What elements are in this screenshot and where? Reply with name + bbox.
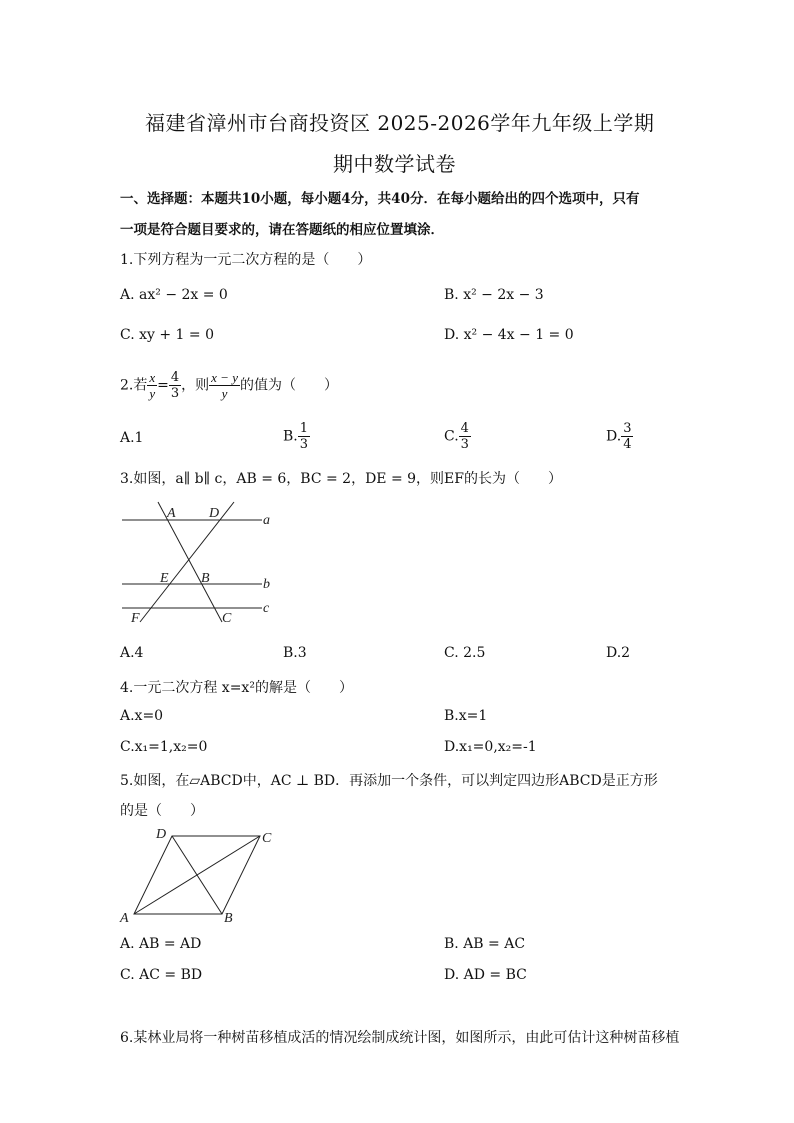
q3-label-C: C — [222, 611, 232, 626]
q3-label-b: b — [263, 577, 270, 592]
q2-prefix: 2.若 — [120, 377, 148, 394]
q4-stem: 4.一元二次方程 x=x²的解是（ ） — [120, 680, 353, 696]
q2-option-d: D. $\frac{3}{4}$ — [606, 421, 632, 452]
q1-option-b: B. x² − 2x − 3 — [444, 287, 544, 303]
q2-expression: $\frac{x - y}{y}$ — [211, 370, 238, 401]
document-title-line2: 期中数学试卷 — [333, 152, 456, 176]
section-heading-line1: 一、选择题：本题共10小题，每小题4分，共40分．在每小题给出的四个选项中，只有 — [120, 191, 640, 207]
q5-option-c: C. AC = BD — [120, 967, 203, 983]
q3-stem: 3.如图，a∥ b∥ c，AB = 6，BC = 2，DE = 9，则EF的长为（ ） — [120, 471, 562, 487]
q2-option-a: A.1 — [120, 430, 144, 446]
q4-option-b: B.x=1 — [444, 708, 488, 724]
q3-option-c: C. 2.5 — [444, 645, 486, 661]
q3-label-D: D — [209, 506, 220, 521]
q2-option-b: B. $\frac{1}{3}$ — [283, 421, 309, 452]
q6-stem: 6.某林业局将一种树苗移植成活的情况绘制成统计图，如图所示，由此可估计这种树苗移植 — [120, 1030, 680, 1046]
q2-stem — [120, 370, 338, 401]
q5-option-d: D. AD = BC — [444, 967, 527, 983]
q2-given-fraction: $\frac{x}{y}$ — [149, 370, 156, 401]
q3-label-F: F — [131, 611, 140, 626]
q1-stem: 1.下列方程为一元二次方程的是（ ） — [120, 252, 372, 268]
q3-option-d: D.2 — [606, 645, 631, 661]
q3-option-b: B.3 — [283, 645, 307, 661]
q4-option-c: C.x₁=1,x₂=0 — [120, 739, 208, 755]
q1-option-a: A. ax² − 2x = 0 — [120, 287, 228, 303]
q5-option-b: B. AB = AC — [444, 936, 526, 952]
q2-option-c: C. $\frac{4}{3}$ — [444, 421, 469, 452]
q3-label-A: A — [167, 506, 176, 521]
q5-label-D: D — [156, 827, 167, 842]
q3-figure — [110, 498, 300, 630]
q5-label-A: A — [120, 911, 129, 926]
q2-given-equals: = — [157, 377, 169, 394]
q5-stem-line1: 5.如图，在▱ABCD中，AC ⊥ BD．再添加一个条件，可以判定四边形ABCD是正方形 — [120, 773, 658, 789]
q5-label-C: C — [262, 831, 272, 846]
q4-option-d: D.x₁=0,x₂=-1 — [444, 739, 537, 755]
q5-stem-line2: 的是（ ） — [120, 803, 204, 819]
q3-label-E: E — [160, 571, 169, 586]
q5-option-a: A. AB = AD — [120, 936, 202, 952]
q5-label-B: B — [224, 911, 233, 926]
q1-option-d: D. x² − 4x − 1 = 0 — [444, 327, 574, 343]
q4-option-a: A.x=0 — [120, 708, 164, 724]
q3-option-a: A.4 — [120, 645, 144, 661]
q2-given-value: $\frac{4}{3}$ — [170, 370, 180, 401]
q3-label-a: a — [263, 513, 270, 528]
q5-figure — [110, 822, 290, 928]
q2-suffix: 的值为（ ） — [239, 377, 338, 394]
q2-mid: ，则 — [181, 377, 210, 394]
q5-diagonal-bd — [172, 836, 222, 914]
document-title-line1: 福建省漳州市台商投资区 2025-2026学年九年级上学期 — [145, 111, 655, 135]
section-heading-line2: 一项是符合题目要求的，请在答题纸的相应位置填涂． — [120, 222, 444, 238]
q3-label-c: c — [263, 601, 270, 616]
q1-option-c: C. xy + 1 = 0 — [120, 327, 214, 343]
q3-label-B: B — [201, 571, 210, 586]
